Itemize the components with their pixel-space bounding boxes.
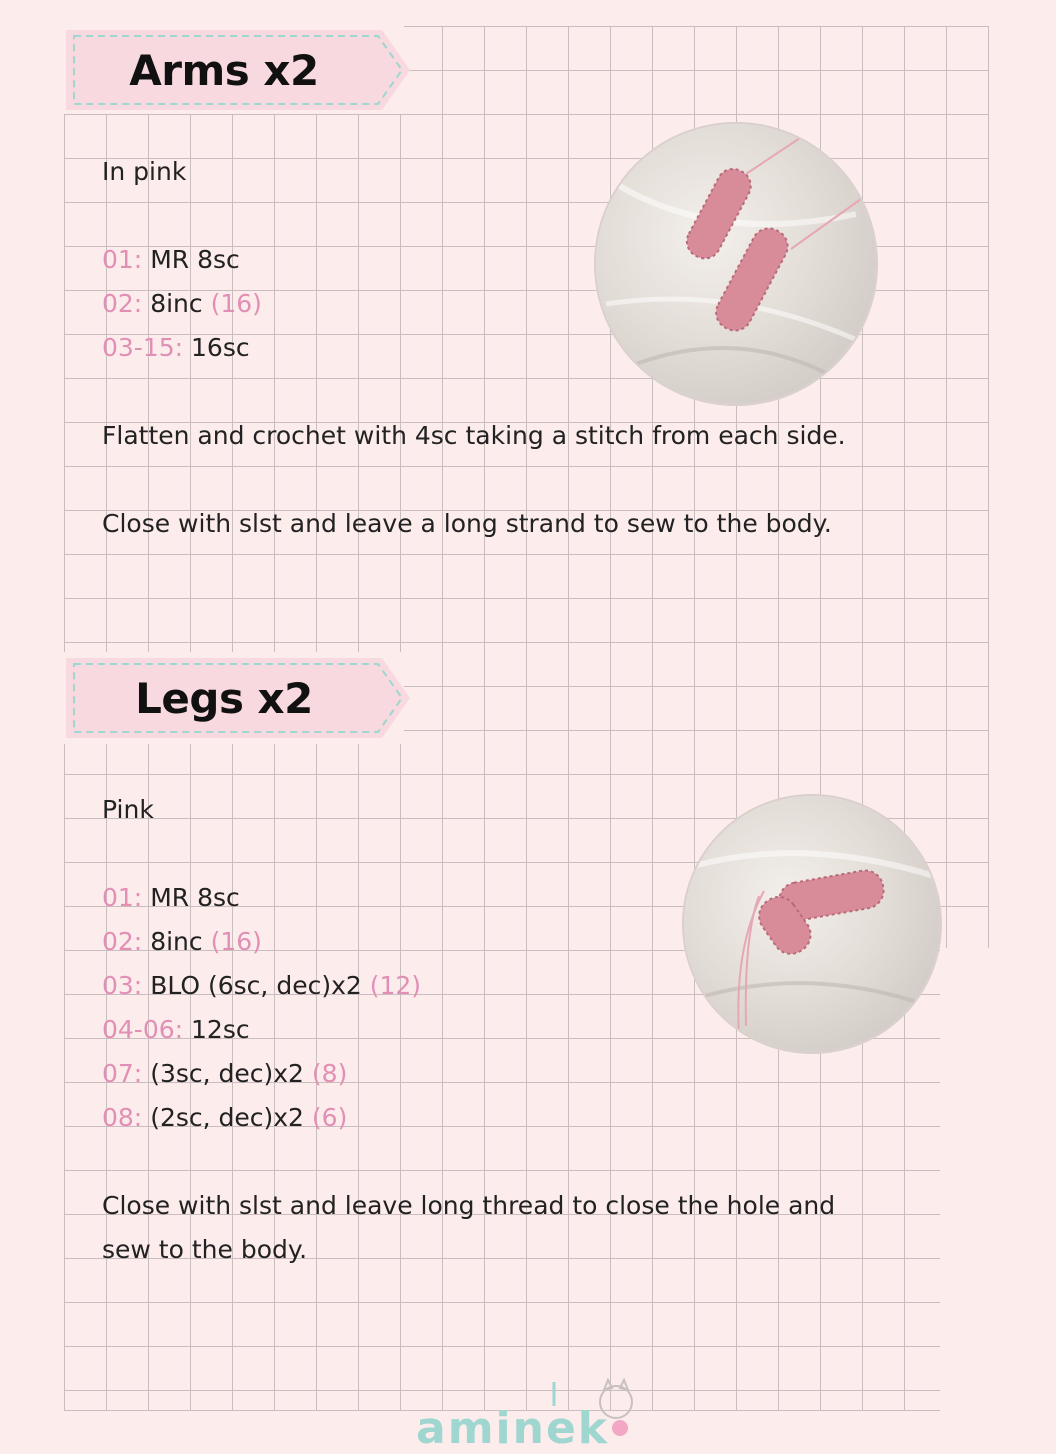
- round-number: 04-06:: [102, 1015, 184, 1044]
- arms-photo: [596, 124, 876, 404]
- arms-round-1: [102, 238, 240, 282]
- round-number: 03:: [102, 971, 143, 1000]
- legs-round-5: [102, 1052, 347, 1096]
- round-number: 02:: [102, 289, 143, 318]
- legs-round-6: [102, 1096, 347, 1140]
- round-number: 01:: [102, 883, 143, 912]
- stitch-count: (6): [311, 1103, 348, 1132]
- arms-round-2: [102, 282, 262, 326]
- legs-round-4: [102, 1008, 250, 1052]
- round-instruction: (2sc, dec)x2: [150, 1103, 304, 1132]
- logo-text: aminek: [416, 1403, 610, 1454]
- round-number: 08:: [102, 1103, 143, 1132]
- arms-color-note: In pink: [102, 157, 187, 186]
- aminek-logo: [416, 1376, 646, 1454]
- arms-note-flatten: Flatten and crochet with 4sc taking a stitch from each side.: [102, 421, 846, 450]
- stitch-count: (12): [369, 971, 422, 1000]
- round-instruction: (3sc, dec)x2: [150, 1059, 304, 1088]
- legs-color-note: Pink: [102, 795, 154, 824]
- round-instruction: 8inc: [150, 289, 203, 318]
- arms-round-3: [102, 326, 250, 370]
- round-number: 07:: [102, 1059, 143, 1088]
- legs-note-sew: sew to the body.: [102, 1235, 308, 1264]
- round-instruction: BLO (6sc, dec)x2: [150, 971, 362, 1000]
- legs-photo: [684, 796, 940, 1052]
- arms-note-close: Close with slst and leave a long strand to sew to the body.: [102, 509, 832, 538]
- round-instruction: 12sc: [191, 1015, 250, 1044]
- arms-heading-banner: [64, 28, 412, 112]
- legs-round-2: [102, 920, 262, 964]
- round-instruction: 16sc: [191, 333, 250, 362]
- round-instruction: 8inc: [150, 927, 203, 956]
- legs-round-1: [102, 876, 240, 920]
- round-instruction: MR 8sc: [150, 883, 240, 912]
- legs-round-3: [102, 964, 421, 1008]
- arms-title: Arms x2: [129, 45, 319, 95]
- legs-title: Legs x2: [135, 673, 313, 723]
- stitch-count: (16): [210, 927, 262, 956]
- round-number: 02:: [102, 927, 143, 956]
- legs-note-close: Close with slst and leave long thread to close the hole and: [102, 1191, 836, 1220]
- round-number: 01:: [102, 245, 143, 274]
- stitch-count: (8): [311, 1059, 348, 1088]
- stitch-count: (16): [210, 289, 262, 318]
- legs-heading-banner: [64, 656, 412, 740]
- round-instruction: MR 8sc: [150, 245, 240, 274]
- round-number: 03-15:: [102, 333, 184, 362]
- grid-edge: [940, 948, 1000, 1418]
